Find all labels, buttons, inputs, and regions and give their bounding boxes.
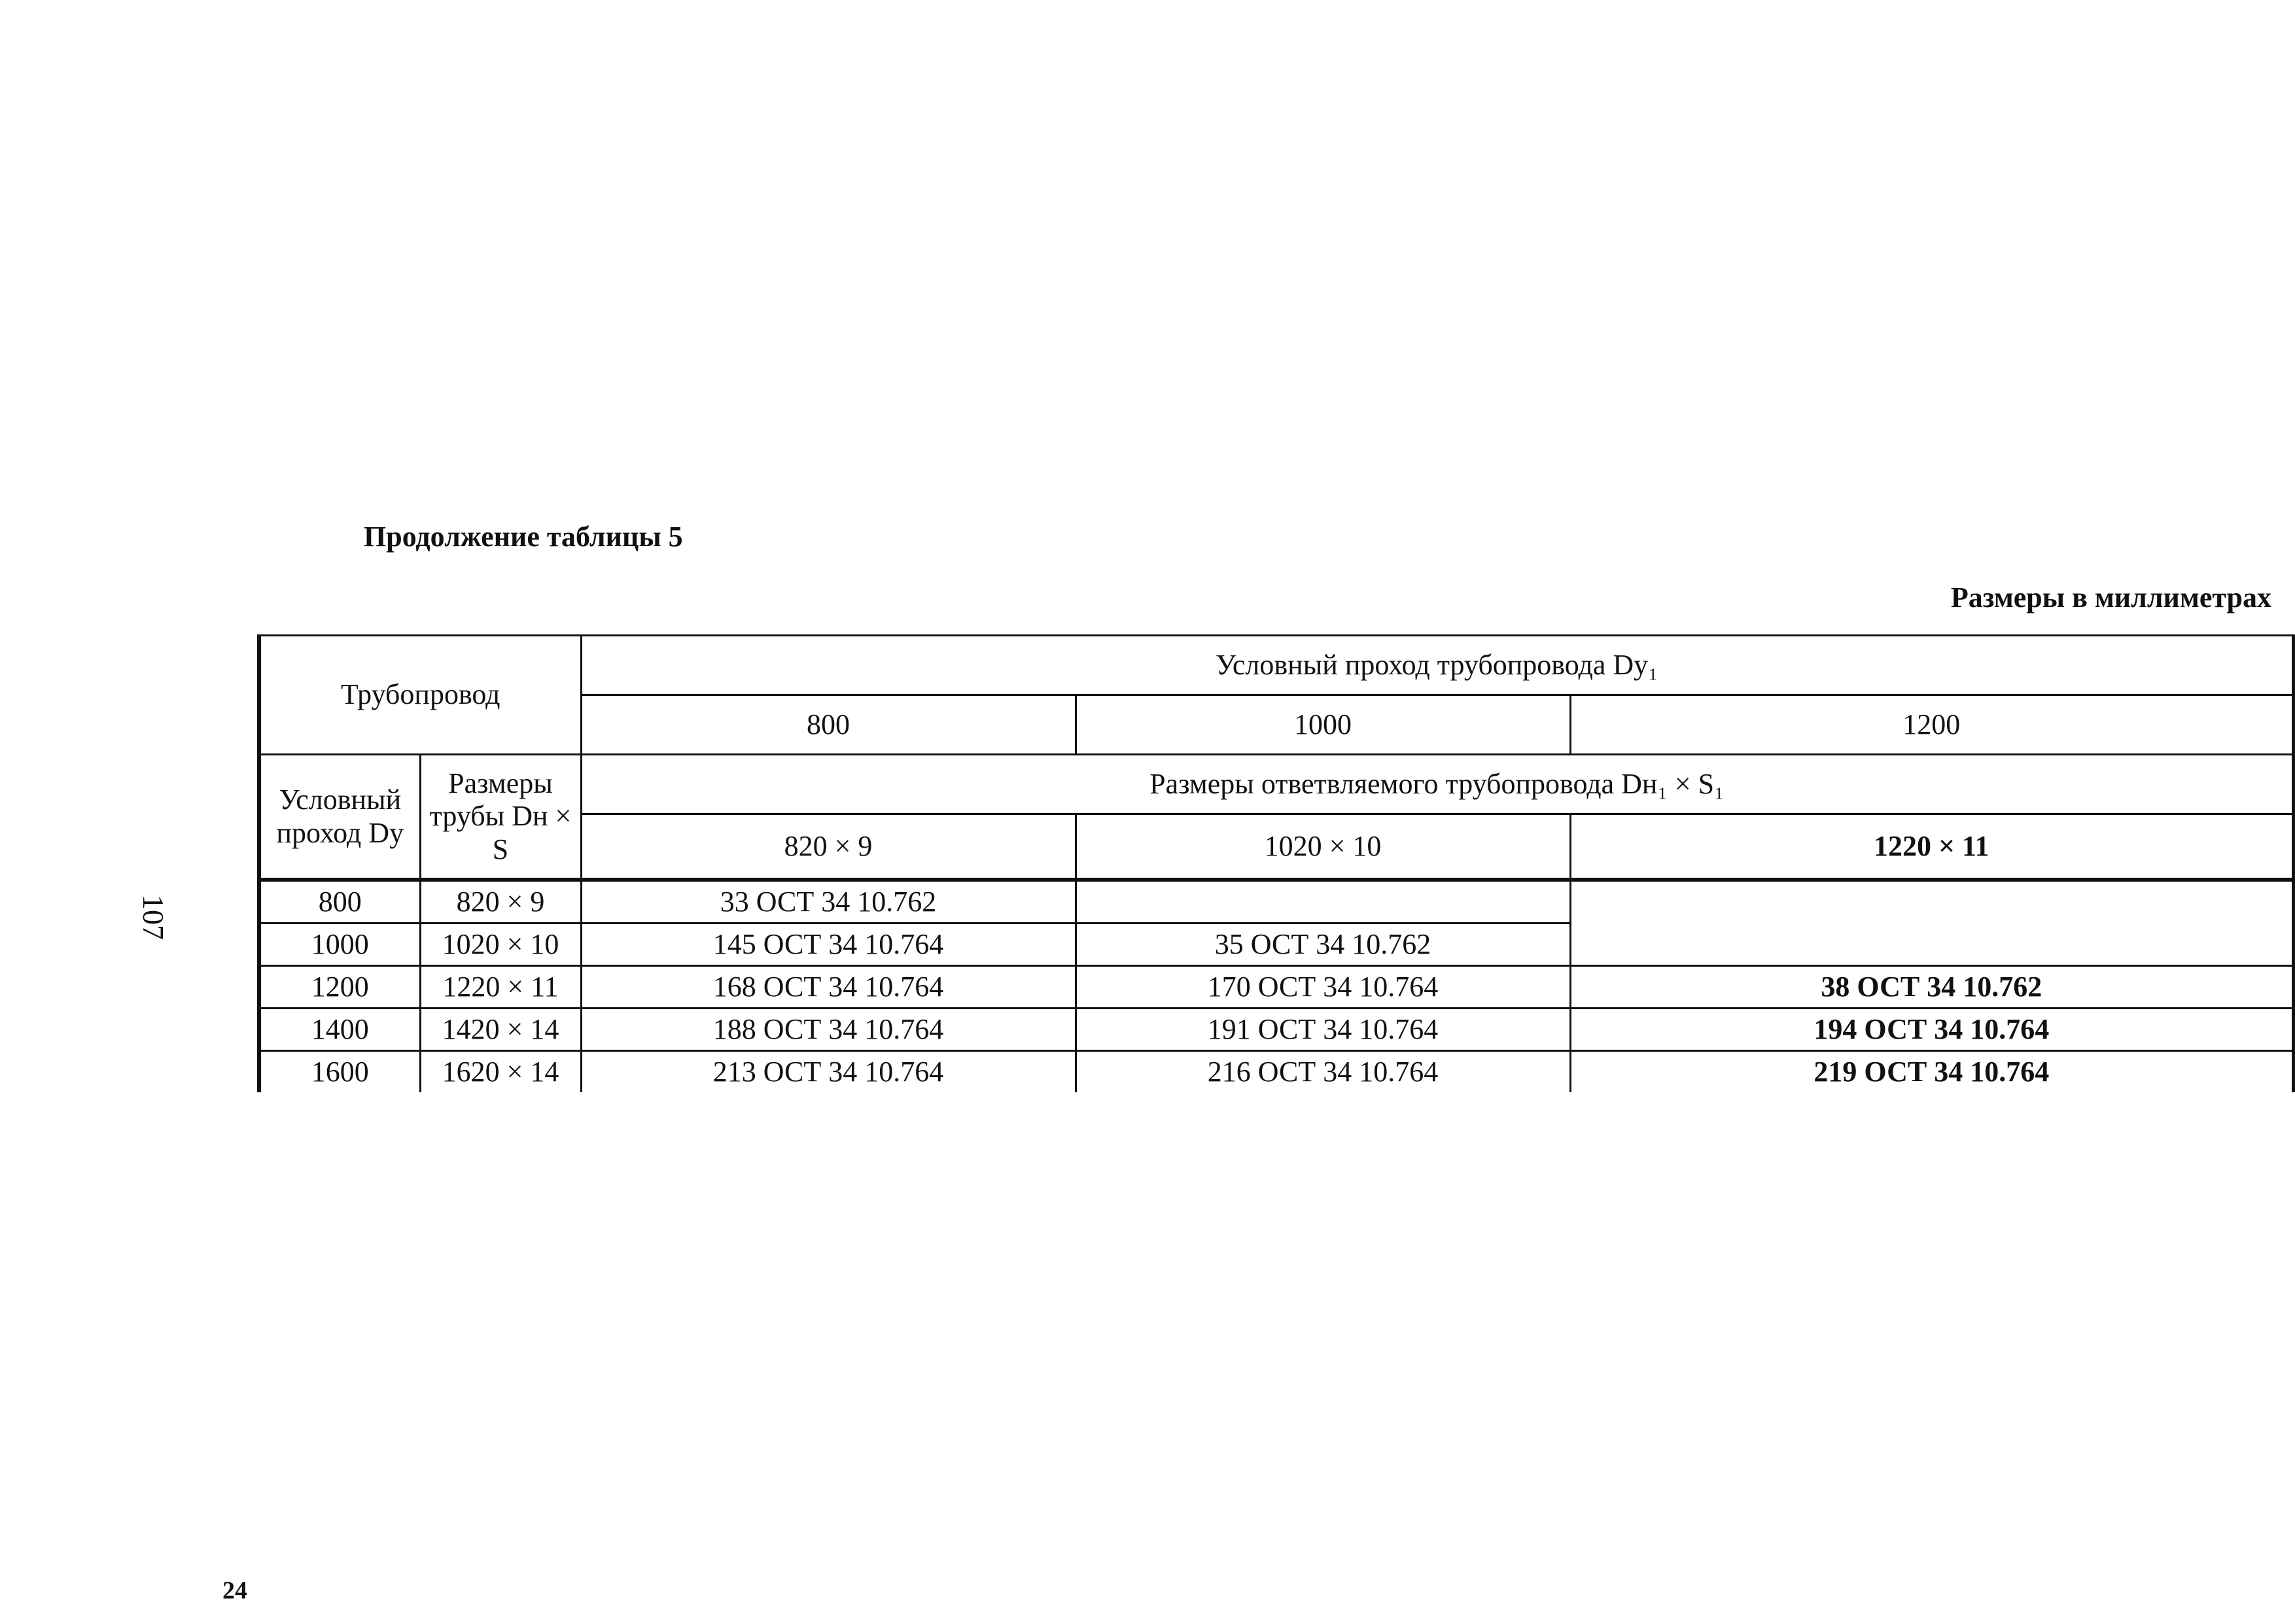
size-cell: 820 × 9: [420, 880, 581, 924]
table-row: [259, 966, 2294, 1009]
header-row-1: [259, 636, 2294, 695]
dy-cell: 1000: [259, 924, 420, 966]
fittings-table: [257, 634, 2295, 1092]
fitting-cell: 213 ОСТ 34 10.764: [581, 1051, 1076, 1093]
table-row: [259, 1009, 2294, 1051]
dy-cell: 1400: [259, 1009, 420, 1051]
fitting-cell: 33 ОСТ 34 10.762: [581, 880, 1076, 924]
branch-size-1220: 1220 × 11: [1570, 814, 2294, 880]
size-cell: 1220 × 11: [420, 966, 581, 1009]
dy-cell: 1600: [259, 1051, 420, 1093]
fitting-cell: 170 ОСТ 34 10.764: [1076, 966, 1570, 1009]
fitting-cell: 219 ОСТ 34 10.764: [1570, 1051, 2294, 1093]
col-dy-header: Условный проход Dу: [259, 755, 420, 880]
size-cell: 1020 × 10: [420, 924, 581, 966]
nominal-bore-1000: 1000: [1076, 695, 1570, 755]
fitting-cell: 168 ОСТ 34 10.764: [581, 966, 1076, 1009]
table-row: [259, 880, 2294, 924]
nominal-bore-800: 800: [581, 695, 1076, 755]
branch-size-1020: 1020 × 10: [1076, 814, 1570, 880]
units-note: Размеры в миллиметрах: [1950, 581, 2271, 613]
size-cell: 1420 × 14: [420, 1009, 581, 1051]
fitting-cell: 216 ОСТ 34 10.764: [1076, 1051, 1570, 1093]
fitting-cell: 38 ОСТ 34 10.762: [1570, 966, 2294, 1009]
fitting-cell: 35 ОСТ 34 10.762: [1076, 924, 1570, 966]
header-row-3: [259, 755, 2294, 814]
col-size-header: Размеры трубы Dн × S: [420, 755, 581, 880]
branch-size-820: 820 × 9: [581, 814, 1076, 880]
pipeline-header: Трубопровод: [259, 636, 581, 755]
fitting-cell: 188 ОСТ 34 10.764: [581, 1009, 1076, 1051]
corner-mark: 24: [222, 1577, 247, 1604]
fitting-cell-empty: [1570, 880, 2294, 966]
page-number: 107: [137, 895, 170, 940]
dy-cell: 1200: [259, 966, 420, 1009]
table-row: [259, 1051, 2294, 1093]
fitting-cell: [1076, 880, 1570, 924]
size-cell: 1620 × 14: [420, 1051, 581, 1093]
nominal-bore-1200: 1200: [1570, 695, 2294, 755]
nominal-bore-header: Условный проход трубопровода Dу₁: [581, 636, 2294, 695]
branch-header: Размеры ответвляемого трубопровода Dн₁ × S₁: [581, 755, 2294, 814]
table-caption: Продолжение таблицы 5: [364, 521, 683, 553]
fitting-cell: 145 ОСТ 34 10.764: [581, 924, 1076, 966]
dy-cell: 800: [259, 880, 420, 924]
fitting-cell: 194 ОСТ 34 10.764: [1570, 1009, 2294, 1051]
fitting-cell: 191 ОСТ 34 10.764: [1076, 1009, 1570, 1051]
